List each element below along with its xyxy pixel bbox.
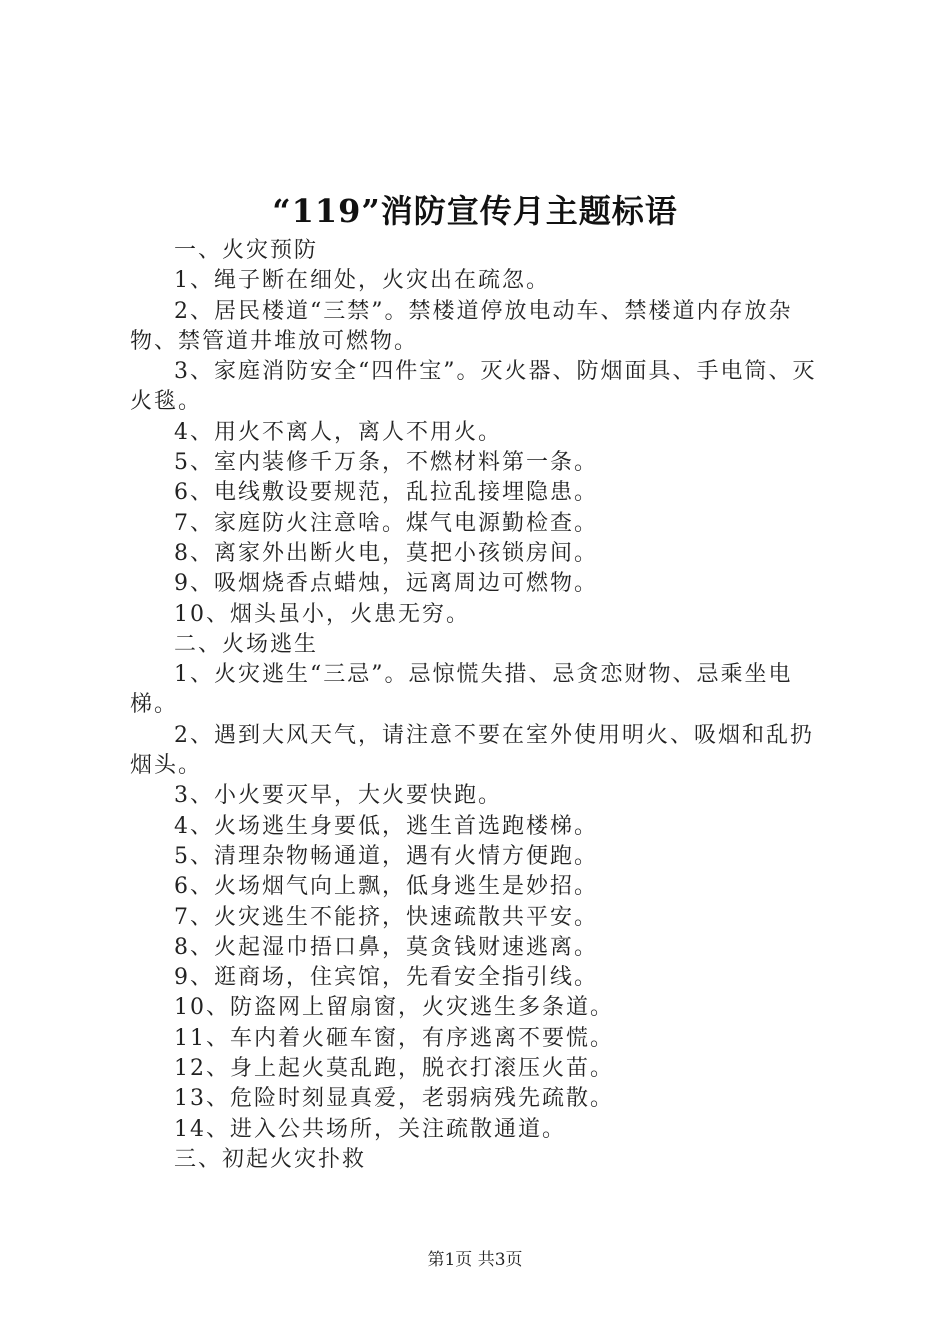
slogan-line: 2、遇到大风天气，请注意不要在室外使用明火、吸烟和乱扔烟头。 bbox=[130, 722, 814, 779]
slogan-line: 3、小火要灭早，大火要快跑。 bbox=[174, 783, 502, 809]
slogan-line: 7、家庭防火注意啥。煤气电源勤检查。 bbox=[174, 510, 598, 536]
document-body bbox=[130, 236, 832, 1175]
slogan-line: 2、居民楼道“三禁”。禁楼道停放电动车、禁楼道内存放杂物、禁管道井堆放可燃物。 bbox=[130, 298, 793, 354]
slogan-line: 5、室内装修千万条，不燃材料第一条。 bbox=[174, 450, 598, 476]
slogan-line: 6、电线敷设要规范，乱拉乱接埋隐患。 bbox=[174, 480, 598, 506]
slogan-line: 4、用火不离人，离人不用火。 bbox=[174, 419, 502, 445]
slogan-line: 1、绳子断在细处，火灾出在疏忽。 bbox=[174, 268, 550, 294]
slogan-line: 13、危险时刻显真爱，老弱病残先疏散。 bbox=[174, 1086, 614, 1112]
slogan-line: 9、逛商场，住宾馆，先看安全指引线。 bbox=[174, 965, 598, 991]
page-footer: 第1页 共3页 bbox=[427, 1250, 523, 1270]
slogan-line: 7、火灾逃生不能挤，快速疏散共平安。 bbox=[174, 904, 598, 930]
section-heading: 三、初起火灾扑救 bbox=[174, 1146, 367, 1172]
slogan-line: 3、家庭消防安全“四件宝”。灭火器、防烟面具、手电筒、灭火毯。 bbox=[130, 359, 817, 415]
slogan-line: 5、清理杂物畅通道，遇有火情方便跑。 bbox=[174, 843, 598, 869]
section-heading: 二、火场逃生 bbox=[174, 631, 319, 657]
slogan-line: 6、火场烟气向上飘，低身逃生是妙招。 bbox=[174, 874, 598, 900]
slogan-line: 1、火灾逃生“三忌”。忌惊慌失措、忌贪恋财物、忌乘坐电梯。 bbox=[130, 662, 793, 718]
slogan-line: 9、吸烟烧香点蜡烛，远离周边可燃物。 bbox=[174, 571, 598, 597]
slogan-line: 10、防盗网上留扇窗，火灾逃生多条道。 bbox=[174, 995, 614, 1021]
slogan-line: 12、身上起火莫乱跑，脱衣打滚压火苗。 bbox=[174, 1056, 614, 1082]
section-heading: 一、火灾预防 bbox=[174, 238, 319, 263]
slogan-line: 8、离家外出断火电，莫把小孩锁房间。 bbox=[174, 540, 598, 566]
slogan-line: 8、火起湿巾捂口鼻，莫贪钱财速逃离。 bbox=[174, 934, 598, 960]
slogan-line: 4、火场逃生身要低，逃生首选跑楼梯。 bbox=[174, 813, 598, 839]
document-title: “119”消防宣传月主题标语 bbox=[272, 192, 678, 230]
slogan-line: 11、车内着火砸车窗，有序逃离不要慌。 bbox=[174, 1025, 614, 1051]
slogan-line: 10、烟头虽小，火患无穷。 bbox=[174, 601, 470, 627]
slogan-line: 14、进入公共场所，关注疏散通道。 bbox=[174, 1116, 566, 1142]
